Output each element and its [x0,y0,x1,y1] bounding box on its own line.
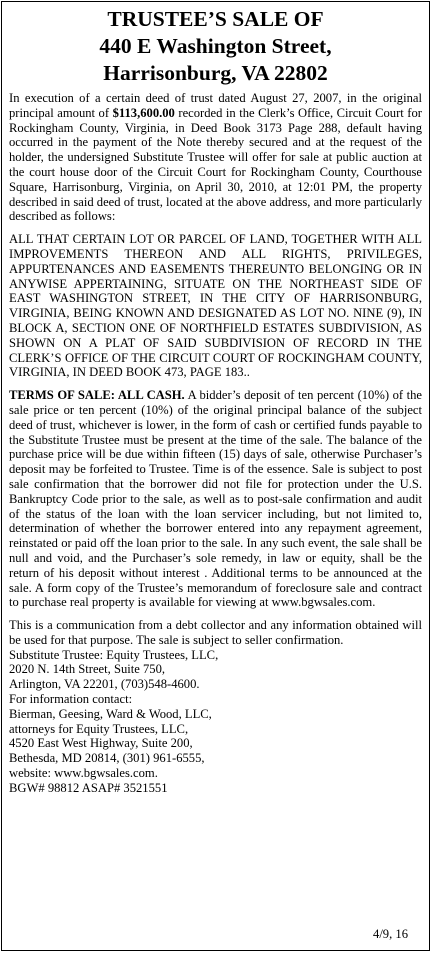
legal-description: ALL THAT CERTAIN LOT OR PARCEL OF LAND, TOGETHER WITH ALL IMPROVEMENTS THEREON AND ALL RIGHTS, PRIVILEGES, APPURTENANCES AND EASEMENTS THEREUNTO BELONGING OR IN ANYWISE APPERTAINING, SITUATE ON THE NORTHEAST SIDE OF EAST WASHINGTON STREET, IN THE CITY OF HARRISONBURG, VIRGINIA, BEING KNOWN AND DESIGNATED AS LOT NO. NINE (9), IN BLOCK A, SECTION ONE OF NORTHFIELD ESTATES SUBDIVISION, AS SHOWN ON A PLAT OF SAID SUBDIVISION OF RECORD IN THE CLERK’S OFFICE OF THE CIRCUIT COURT OF ROCKINGHAM COUNTY, VIRGINIA, IN DEED BOOK 473, PAGE 183.. [9,232,422,380]
contact-line: 2020 N. 14th Street, Suite 750, [9,662,166,677]
contact-line: Arlington, VA 22201, (703)548-4600. [9,677,200,692]
legal-notice [1,1,430,951]
contact-line: 4520 East West Highway, Suite 200, [9,736,193,751]
terms-label: TERMS OF SALE: ALL CASH. [9,388,185,403]
run-dates: 4/9, 16 [373,927,408,941]
notice-title [9,6,422,87]
terms-paragraph [9,388,422,610]
contact-block [9,648,422,796]
terms-text: A bidder’s deposit of ten percent (10%) of the sale price or ten percent (10%) of the original principal balance of the subject deed of trust, whichever is lower, in the form of cash or certified funds payable to the Substitute Trustee must be present at the time of the sale. The balance of the purchase price will be due within fifteen (15) days of sale, otherwise Purchaser’s deposit may be forfeited to Trustee. Time is of the essence. Sale is subject to post sale confirmation that the borrower did not file for protection under the U.S. Bankruptcy Code prior to the sale, as well as to post-sale confirmation and audit of the status of the loan with the loan servicer including, but not limited to, determination of whether the borrower entered into any repayment agreement, reinstated or paid off the loan prior to the sale. In any such event, the sale shall be null and void, and the Purchaser’s sole remedy, in law or equity, shall be the return of his deposit without interest . Additional terms to be announced at the sale. A form copy of the Trustee’s memorandum of foreclosure sale and contract to purchase real property is available for viewing at www.bgwsales.com. [9,388,422,610]
contact-line: attorneys for Equity Trustees, LLC, [9,721,189,736]
title-line-1: TRUSTEE’S SALE OF [107,7,324,31]
intro-paragraph [9,91,422,224]
contact-line: Bethesda, MD 20814, (301) 961-6555, [9,751,205,766]
contact-line: BGW# 98812 ASAP# 3521551 [9,780,168,795]
intro-text-start: In execution of a certain deed of trust dated August 27, 2007, in the original principal amount of [9,91,422,120]
intro-text-end: recorded in the Clerk’s Office, Circuit Court for Rockingham County, Virginia, in Deed Book 3173 Page 288, default having occurred in the payment of the Note thereby secured and at the request of the holder, the undersigned Substitute Trustee will offer for sale at public auction at the court house door of the Circuit Court for Rockingham County, Courthouse Square, Harrisonburg, Virginia, on April 30, 2010, at 12:01 PM, the property described in said deed of trust, located at the above address, and more particularly described as follows: [9,105,422,224]
contact-line: website: www.bgwsales.com. [9,766,158,781]
title-line-2: 440 E Washington Street, [99,34,332,58]
contact-line: Bierman, Geesing, Ward & Wood, LLC, [9,706,212,721]
debt-collector-notice: This is a communication from a debt collector and any information obtained will be used for that purpose. The sale is subject to seller confirmation. [9,618,422,647]
principal-amount: $113,600.00 [112,105,175,120]
contact-line: Substitute Trustee: Equity Trustees, LLC, [9,647,219,662]
title-line-3: Harrisonburg, VA 22802 [103,61,328,85]
contact-line: For information contact: [9,692,133,707]
